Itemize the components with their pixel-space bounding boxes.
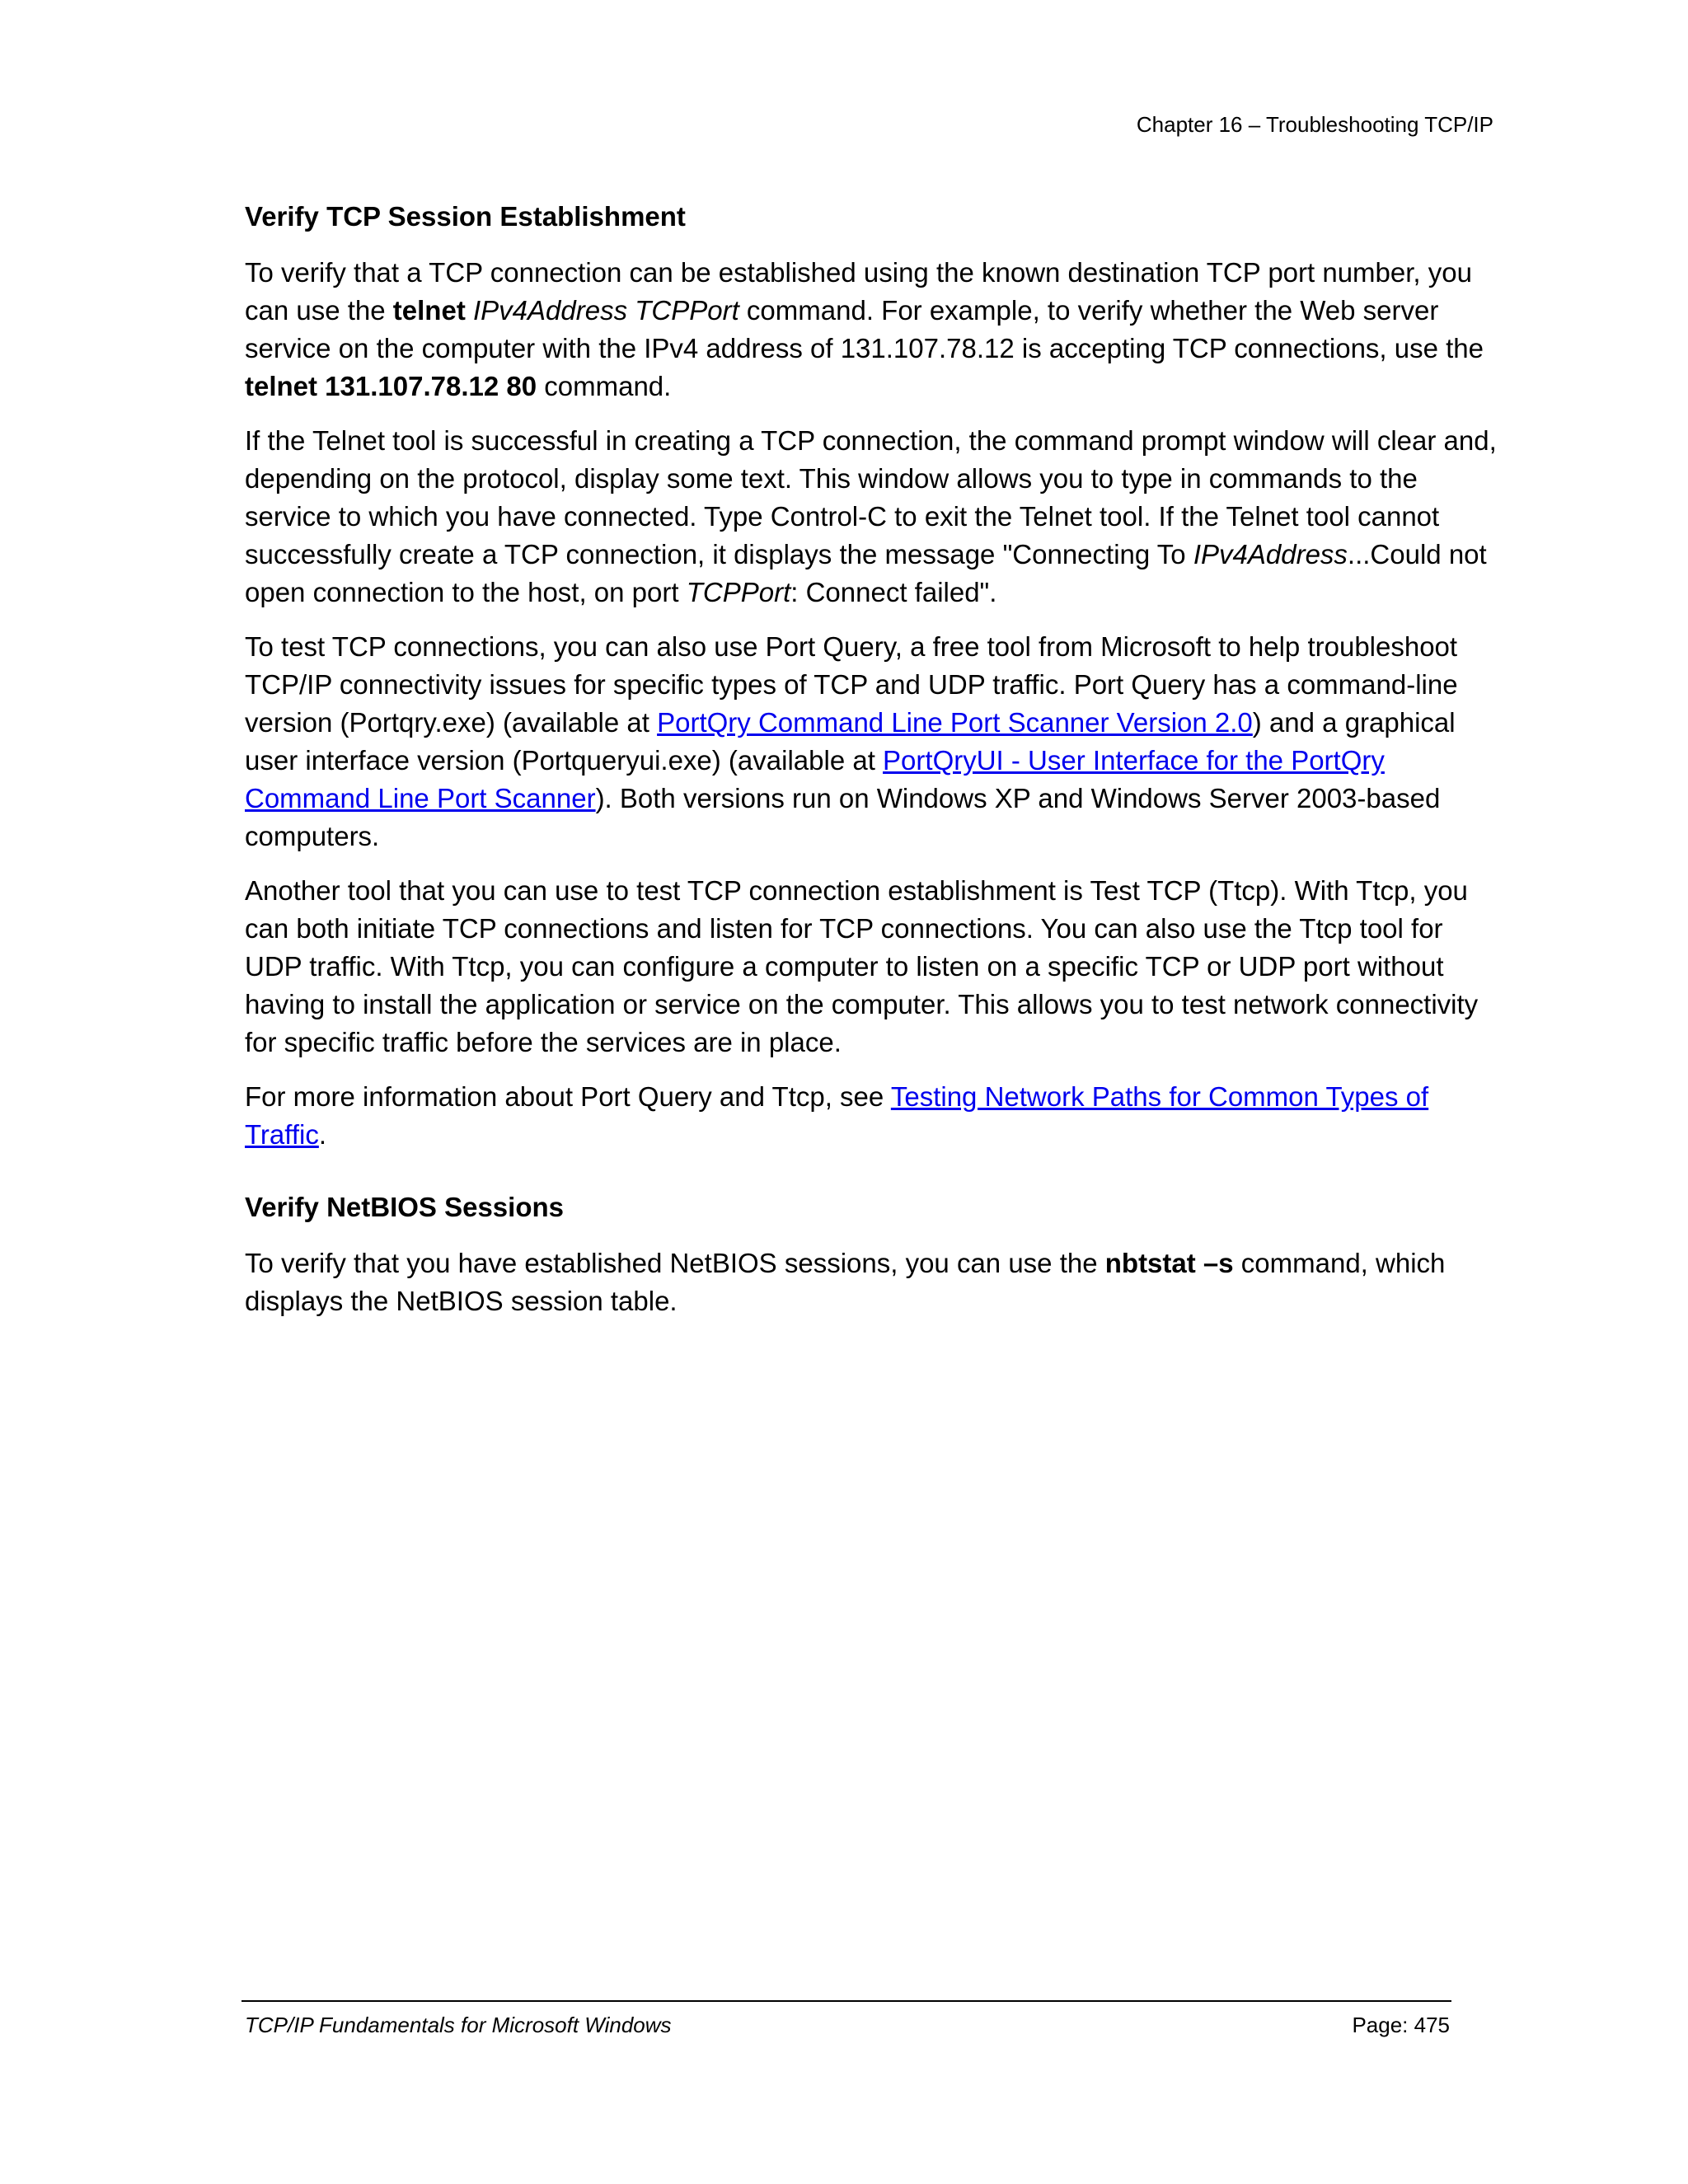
footer-page-number: Page: 475 <box>1352 2013 1450 2037</box>
paragraph-telnet-usage <box>245 254 1501 405</box>
footer-book-title: TCP/IP Fundamentals for Microsoft Windows <box>245 2013 672 2037</box>
paragraph-telnet-results <box>245 422 1501 612</box>
link-portqryui[interactable]: PortQryUI - User Interface for the PortQry Command Line Port Scanner <box>245 745 1385 813</box>
link-portqry-command-line[interactable]: PortQry Command Line Port Scanner Version 2.0 <box>657 707 1253 738</box>
text-run: . <box>318 1119 327 1150</box>
link-testing-network-paths[interactable]: Testing Network Paths for Common Types of Traffic <box>245 1081 1429 1150</box>
text-run: ) and a graphical user interface version (Portqueryui.exe) (available at <box>245 707 1456 776</box>
text-run: command. For example, to verify whether the Web server service on the computer with the IPv4 address of 131.107.78.12 is accepting TCP connections, use the <box>245 295 1484 363</box>
paragraph-nbtstat <box>245 1244 1501 1320</box>
text-run: : Connect failed". <box>790 577 997 607</box>
paragraph-ttcp: Another tool that you can use to test TCP connection establishment is Test TCP (Ttcp). With Ttcp, you can both initiate TCP connections and listen for TCP connections. You can also use the Ttcp tool for UDP traffic. With Ttcp, you can configure a computer to listen on a specific TCP or UDP port without having to install the application or service on the computer. This allows you to test network connectivity for specific traffic before the services are in place. <box>245 875 1479 1057</box>
text-run: If the Telnet tool is successful in creating a TCP connection, the command prompt window will clear and, depending on the protocol, display some text. This window allows you to type in commands to the service to which you have connected. Type Control-C to exit the Telnet tool. If the Telnet tool cannot successfully create a TCP connection, it displays the message "Connecting To <box>245 425 1497 569</box>
running-header: Chapter 16 – Troubleshooting TCP/IP <box>1136 112 1493 137</box>
command-arguments: IPv4Address TCPPort <box>472 295 739 326</box>
text-run: To verify that you have established NetBIOS sessions, you can use the <box>245 1248 1105 1278</box>
text-run: To test TCP connections, you can also use Port Query, a free tool from Microsoft to help troubleshoot TCP/IP connectivity issues for specific types of TCP and UDP traffic. Port Query has a command-line version (Portqry.exe) (available at <box>245 631 1458 738</box>
footer-divider <box>241 2000 1451 2002</box>
text-run: ...Could not open connection to the host, on port <box>245 539 1487 607</box>
paragraph-more-info <box>245 1078 1501 1154</box>
heading-verify-tcp-session: Verify TCP Session Establishment <box>245 201 686 232</box>
text-run <box>466 295 473 326</box>
placeholder-ipv4address: IPv4Address <box>1193 539 1348 569</box>
text-run: ). Both versions run on Windows XP and Windows Server 2003-based computers. <box>245 783 1441 851</box>
page-content <box>245 198 1501 1337</box>
placeholder-tcpport: TCPPort <box>686 577 791 607</box>
text-run: For more information about Port Query and Ttcp, see <box>245 1081 891 1112</box>
text-run: To verify that a TCP connection can be established using the known destination TCP port number, you can use the <box>245 257 1472 326</box>
command-nbtstat: nbtstat –s <box>1104 1248 1234 1278</box>
command-telnet-example: telnet 131.107.78.12 80 <box>245 371 537 401</box>
text-run: command. <box>537 371 672 401</box>
text-run: command, which displays the NetBIOS session table. <box>245 1248 1446 1316</box>
command-telnet: telnet <box>392 295 466 326</box>
heading-verify-netbios-sessions: Verify NetBIOS Sessions <box>245 1192 564 1222</box>
paragraph-port-query <box>245 628 1501 855</box>
